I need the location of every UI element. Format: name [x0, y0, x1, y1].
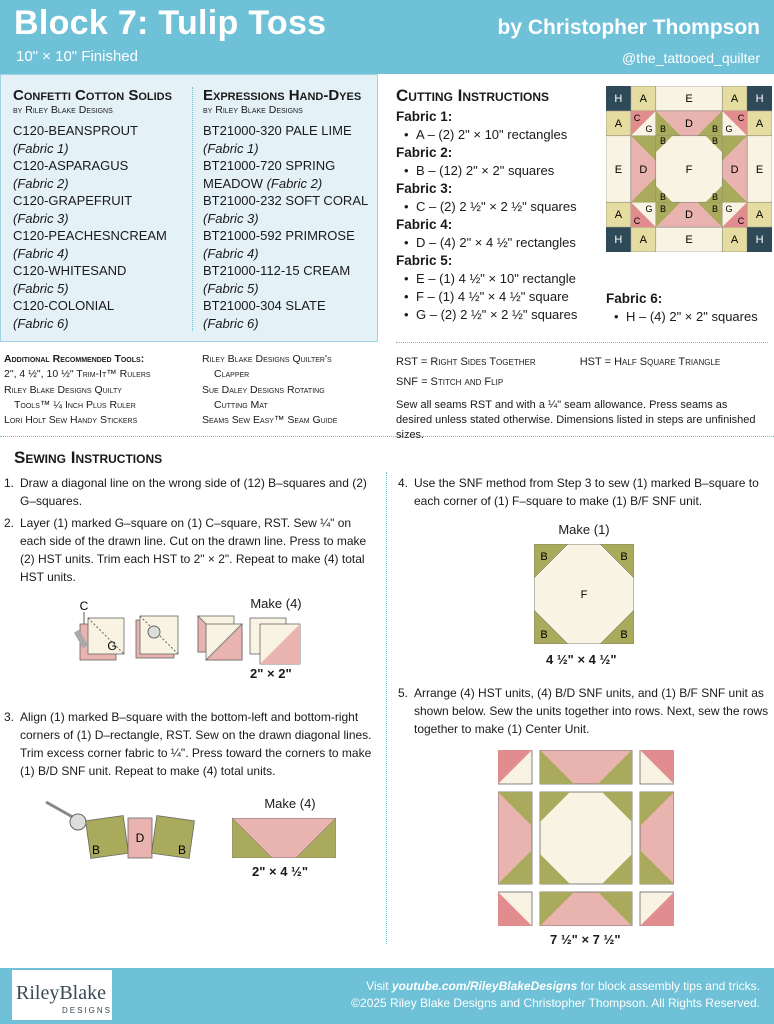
cut-text: D – (4) 2" × 4 ½" rectangles	[416, 235, 576, 250]
solids-sub: by Riley Blake Designs	[13, 104, 113, 116]
cut-text: H – (4) 2" × 2" squares	[626, 309, 758, 324]
step-5	[398, 684, 770, 738]
cut-fabric-label: Fabric 2:	[396, 145, 453, 160]
label-G: G	[107, 639, 117, 653]
label-H: H	[614, 93, 623, 105]
make-label: Make (1)	[558, 522, 610, 537]
label-E: E	[685, 234, 693, 246]
label-B: B	[177, 843, 187, 857]
snf-diagram	[40, 796, 200, 870]
cut-item: • F – (1) 4 ½" × 4 ½" square	[404, 289, 569, 304]
author: by Christopher Thompson	[497, 16, 760, 39]
label-H: H	[614, 234, 623, 246]
fabric-name: C120-BEANSPROUT	[13, 123, 138, 138]
fabric-name: BT21000-232 SOFT CORAL	[203, 193, 369, 208]
label-B: B	[659, 204, 667, 214]
tool-item: Clapper	[214, 368, 250, 381]
fabric-name: BT21000-592 PRIMROSE	[203, 228, 355, 243]
step-text: Arrange (4) HST units, (4) B/D SNF units, and (1) B/F SNF unit as shown below. Sew the units together into rows. Next, sew the rows together to make (1) Center Unit.	[414, 686, 769, 736]
label-C: C	[633, 113, 641, 123]
label-F: F	[580, 589, 588, 601]
bd-snf-unit	[232, 818, 336, 858]
fabric-name: C120-PEACHESNCREAM	[13, 228, 167, 243]
step-4	[398, 474, 770, 510]
step-1	[4, 474, 372, 510]
finished-size: 10" × 10" Finished	[16, 48, 138, 65]
step-number: 3.	[4, 710, 15, 724]
tool-item: Sue Daley Designs Rotating	[202, 383, 325, 396]
label-D: D	[639, 164, 648, 176]
step-number: 4.	[398, 476, 409, 490]
label-E: E	[614, 164, 623, 176]
logo-sub: DESIGNS	[62, 1006, 113, 1015]
handdyes-column	[203, 87, 381, 332]
dim-label: 4 ½" × 4 ½"	[546, 652, 617, 667]
step-number: 5.	[398, 686, 409, 700]
label-B: B	[659, 192, 667, 202]
label-H: H	[755, 93, 764, 105]
solids-heading: Confetti Cotton Solids	[13, 87, 172, 104]
label-C: C	[737, 113, 745, 123]
cut-fabric-label: Fabric 3:	[396, 181, 453, 196]
fabric-name-cont: MEADOW	[203, 175, 263, 191]
step-3	[4, 708, 372, 780]
cut-text: C – (2) 2 ½" × 2 ½" squares	[416, 199, 577, 214]
fabric-name: C120-COLONIAL	[13, 298, 115, 313]
fabric-name: BT21000-320 PALE LIME	[203, 123, 352, 138]
tool-item: Cutting Mat	[214, 398, 268, 411]
label-B: B	[620, 629, 628, 641]
label-D: D	[685, 118, 693, 130]
step-text: Align (1) marked B–square with the bottom-left and bottom-right corners of (1) D–rectangle, RST. Sew on the drawn diagonal lines. Trim excess corner fabric to ¼". Press toward the corners to make (1) B/D SNF unit. Repeat to make (4) total units.	[20, 710, 372, 778]
tool-item: Seams Sew Easy™ Seam Guide	[202, 414, 338, 427]
fabric-note: (Fabric 2)	[266, 175, 323, 191]
label-A: A	[639, 93, 647, 105]
label-G: G	[725, 124, 733, 134]
label-B: B	[711, 136, 719, 146]
sewing-title: Sewing Instructions	[14, 448, 163, 467]
fabric-note: (Fabric 4)	[203, 245, 259, 261]
social-handle: @the_tattooed_quilter	[622, 50, 760, 66]
abbreviations	[396, 352, 720, 392]
fabric-note: (Fabric 6)	[203, 315, 259, 331]
make-label: Make (4)	[264, 796, 316, 811]
cut-text: A – (2) 2" × 10" rectangles	[416, 127, 568, 142]
dim-label: 2" × 2"	[250, 666, 292, 681]
label-D: D	[135, 831, 145, 845]
label-A: A	[730, 93, 739, 105]
cut-fabric-label: Fabric 6:	[606, 291, 663, 306]
divider	[0, 436, 774, 437]
fabric-name-wrap	[203, 175, 381, 193]
fabric-note: (Fabric 3)	[13, 210, 69, 226]
abbr-key: SNF	[396, 376, 418, 388]
logo-text: RileyBlake	[16, 982, 106, 1004]
fabric-name: BT21000-304 SLATE	[203, 298, 326, 313]
label-A: A	[730, 234, 739, 246]
step-number: 1.	[4, 476, 15, 490]
cutting-title: Cutting Instructions	[396, 86, 550, 105]
riley-blake-logo	[12, 970, 112, 1020]
fabric-note: (Fabric 4)	[13, 245, 69, 261]
column-divider	[386, 472, 387, 944]
step-text: Layer (1) marked G–square on (1) C–square, RST. Sew ¼" on each side of the drawn line. Cut on the drawn line. Press to make (2) HST units. Trim each HST to 2" × 2". Repeat to make (4) total HST units.	[20, 516, 367, 584]
cut-fabric-label: Fabric 4:	[396, 217, 453, 232]
fabric-name: C120-WHITESAND	[13, 263, 127, 278]
label-E: E	[685, 93, 693, 105]
footer-text: for block assembly tips and tricks.	[577, 979, 760, 993]
label-B: B	[540, 629, 548, 641]
cut-fabric-label: Fabric 5:	[396, 253, 453, 268]
cut-item: • H – (4) 2" × 2" squares	[614, 309, 758, 324]
tool-item: Riley Blake Designs Quilter's	[202, 353, 332, 365]
finished-block-diagram	[606, 86, 772, 252]
label-C: C	[633, 216, 641, 226]
label-B: B	[620, 551, 628, 563]
center-unit-diagram	[498, 750, 674, 926]
cut-text: B – (12) 2" × 2" squares	[416, 163, 555, 178]
cut-item: • E – (1) 4 ½" × 10" rectangle	[404, 271, 576, 286]
tool-item: Tools™ ¼ Inch Plus Ruler	[14, 398, 136, 411]
tool-item: Lori Holt Sew Handy Stickers	[4, 414, 138, 427]
label-E: E	[755, 164, 764, 176]
cut-item: • G – (2) 2 ½" × 2 ½" squares	[404, 307, 578, 322]
label-A: A	[755, 118, 764, 130]
tool-item: Riley Blake Designs Quilty	[4, 383, 122, 396]
fabric-list-box	[0, 74, 378, 342]
abbr-key: RST	[396, 356, 418, 368]
cut-item: • A – (2) 2" × 10" rectangles	[404, 127, 568, 142]
fabric-note: (Fabric 3)	[203, 210, 259, 226]
cut-item: • C – (2) 2 ½" × 2 ½" squares	[404, 199, 577, 214]
label-A: A	[755, 209, 764, 221]
cut-item: • D – (4) 2" × 4 ½" rectangles	[404, 235, 576, 250]
divider	[396, 342, 768, 343]
label-B: B	[711, 204, 719, 214]
cut-text: G – (2) 2 ½" × 2 ½" squares	[416, 307, 578, 322]
tools-col-1	[4, 352, 204, 428]
bf-snf-unit	[534, 544, 634, 644]
label-G: G	[645, 204, 653, 214]
cut-item: • B – (12) 2" × 2" squares	[404, 163, 555, 178]
abbr-key: HST	[579, 356, 602, 368]
dim-label: 2" × 4 ½"	[252, 864, 309, 879]
label-B: B	[659, 124, 667, 134]
fabric-name: C120-GRAPEFRUIT	[13, 193, 133, 208]
label-B: B	[659, 136, 667, 146]
cut-fabric-label: Fabric 1:	[396, 109, 453, 124]
fabric-name: BT21000-112-15 CREAM	[203, 263, 351, 278]
label-C: C	[79, 599, 89, 613]
youtube-link[interactable]: youtube.com/RileyBlakeDesigns	[391, 979, 578, 993]
dim-label: 7 ½" × 7 ½"	[550, 932, 621, 947]
sewing-notes: Sew all seams RST and with a ¼" seam allowance. Press seams as desired unless stated otherwise. Dimensions listed in steps are unfinished sizes.	[396, 399, 756, 441]
step-2	[4, 514, 372, 586]
fabric-note: (Fabric 1)	[203, 140, 259, 156]
step-number: 2.	[4, 516, 15, 530]
fabric-name: BT21000-720 SPRING	[203, 158, 336, 173]
label-B: B	[540, 551, 548, 563]
handdyes-sub: by Riley Blake Designs	[203, 104, 303, 116]
label-G: G	[645, 124, 653, 134]
label-H: H	[755, 234, 764, 246]
label-B: B	[711, 124, 719, 134]
fabric-note: (Fabric 5)	[203, 280, 259, 296]
label-D: D	[730, 164, 739, 176]
label-A: A	[639, 234, 647, 246]
make-label: Make (4)	[250, 596, 302, 611]
step-text: Draw a diagonal line on the wrong side of (12) B–squares and (2) G–squares.	[20, 476, 367, 508]
column-divider	[192, 87, 193, 331]
abbr-val: = Half Square Triangle	[604, 356, 721, 368]
fabric6-cut	[606, 290, 758, 326]
cut-text: E – (1) 4 ½" × 10" rectangle	[416, 271, 576, 286]
solids-column	[13, 87, 191, 332]
fabric-note: (Fabric 2)	[13, 175, 69, 191]
step-text: Use the SNF method from Step 3 to sew (1) marked B–square to each corner of (1) F–square to make (1) B/F SNF unit.	[414, 476, 759, 508]
label-B: B	[91, 843, 101, 857]
cutting-list	[396, 108, 606, 324]
label-C: C	[737, 216, 745, 226]
tool-item: 2", 4 ½", 10 ½" Trim-It™ Rulers	[4, 368, 151, 381]
fabric-note: (Fabric 1)	[13, 140, 69, 156]
footer-line-1	[366, 979, 760, 993]
copyright: ©2025 Riley Blake Designs and Christopher Thompson. All Rights Reserved.	[351, 996, 760, 1010]
tools-col-2	[202, 352, 382, 428]
label-F: F	[685, 164, 693, 176]
footer-text: Visit	[366, 979, 392, 993]
footer-banner	[0, 968, 774, 1024]
label-A: A	[614, 209, 623, 221]
cut-text: F – (1) 4 ½" × 4 ½" square	[416, 289, 569, 304]
fabric-note: (Fabric 5)	[13, 280, 69, 296]
fabric-note: (Fabric 6)	[13, 315, 69, 331]
tools-heading: Additional Recommended Tools:	[4, 353, 145, 365]
page-title: Block 7: Tulip Toss	[14, 4, 327, 42]
label-A: A	[614, 118, 623, 130]
header-banner	[0, 0, 774, 74]
handdyes-heading: Expressions Hand-Dyes	[203, 87, 362, 104]
abbr-val: = Stitch and Flip	[421, 376, 504, 388]
label-D: D	[685, 209, 693, 221]
label-B: B	[711, 192, 719, 202]
abbr-val: = Right Sides Together	[420, 356, 536, 368]
label-G: G	[725, 204, 733, 214]
fabric-name: C120-ASPARAGUS	[13, 158, 129, 173]
